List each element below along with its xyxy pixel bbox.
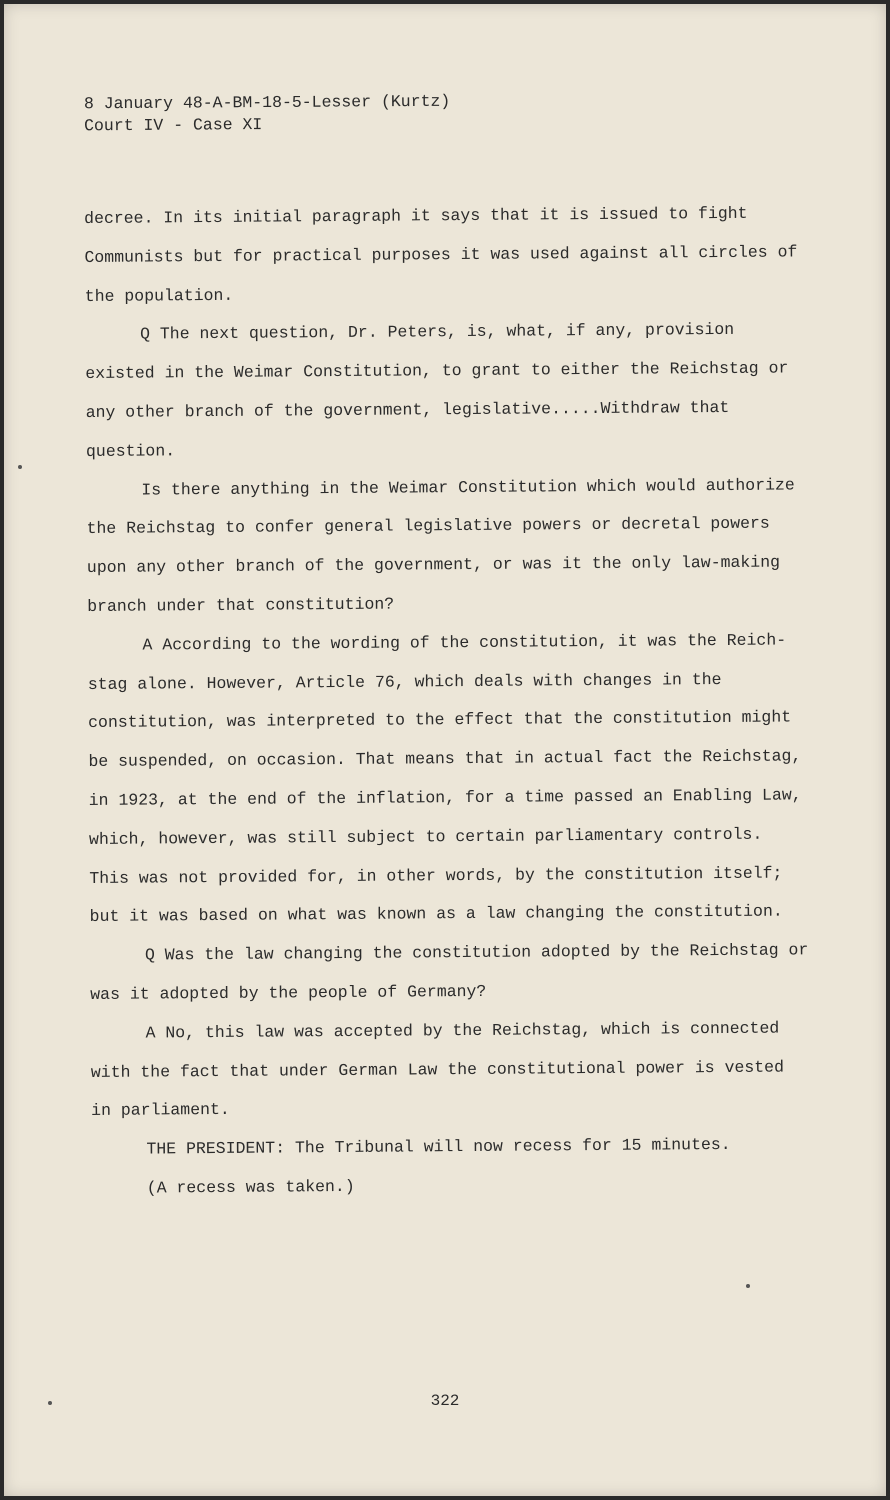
paragraph-recess-taken: (A recess was taken.)	[146, 1176, 355, 1198]
paper-speck	[18, 465, 22, 469]
header-court-line: Court IV - Case XI	[84, 115, 263, 136]
paper-speck	[746, 1284, 750, 1288]
transcript-body	[84, 194, 812, 1208]
paragraph-question-withdrawn: Q The next question, Dr. Peters, is, what, if any, provision existed in the Weimar Constitution, to grant to either the Reichstag or any other branch of the government, legislative.....Withdraw that question.	[85, 320, 789, 461]
paper-speck	[48, 1401, 52, 1405]
header-date-line: 8 January 48-A-BM-18-5-Lesser (Kurtz)	[83, 91, 451, 114]
paragraph-answer-parliament: A No, this law was accepted by the Reichstag, which is connected with the fact that under German Law the constitutional power is vested in parliament.	[90, 1018, 785, 1121]
document-header	[84, 91, 451, 138]
paragraph-question-adoption: Q Was the law changing the constitution adopted by the Reichstag or was it adopted by the people of Germany?	[90, 940, 809, 1004]
paragraph-president-recess: THE PRESIDENT: The Tribunal will now recess for 15 minutes.	[146, 1135, 731, 1159]
paragraph-answer-article-76: A According to the wording of the constitution, it was the Reich- stag alone. However, Article 76, which deals with changes in the constitution, was interpreted to the effect that the constitution might be suspended, on occasion. That means that in actual fact the Reichstag, in 1923, at the end of the inflation, for a time passed an Enabling Law, which, however, was still subject to certain parliamentary controls. This was not provided for, in other words, by the constitution itself; but it was based on what was known as a law changing the constitution.	[87, 630, 802, 927]
paragraph-question-weimar: Is there anything in the Weimar Constitution which would authorize the Reichstag to confer general legislative powers or decretal powers upon any other branch of the government, or was it the only law-making branch under that constitution?	[86, 475, 795, 616]
page-number: 322	[430, 1392, 460, 1410]
paragraph-decree: decree. In its initial paragraph it says that it is issued to fight Communists but for practical purposes it was used against all circles of the population.	[84, 203, 798, 306]
